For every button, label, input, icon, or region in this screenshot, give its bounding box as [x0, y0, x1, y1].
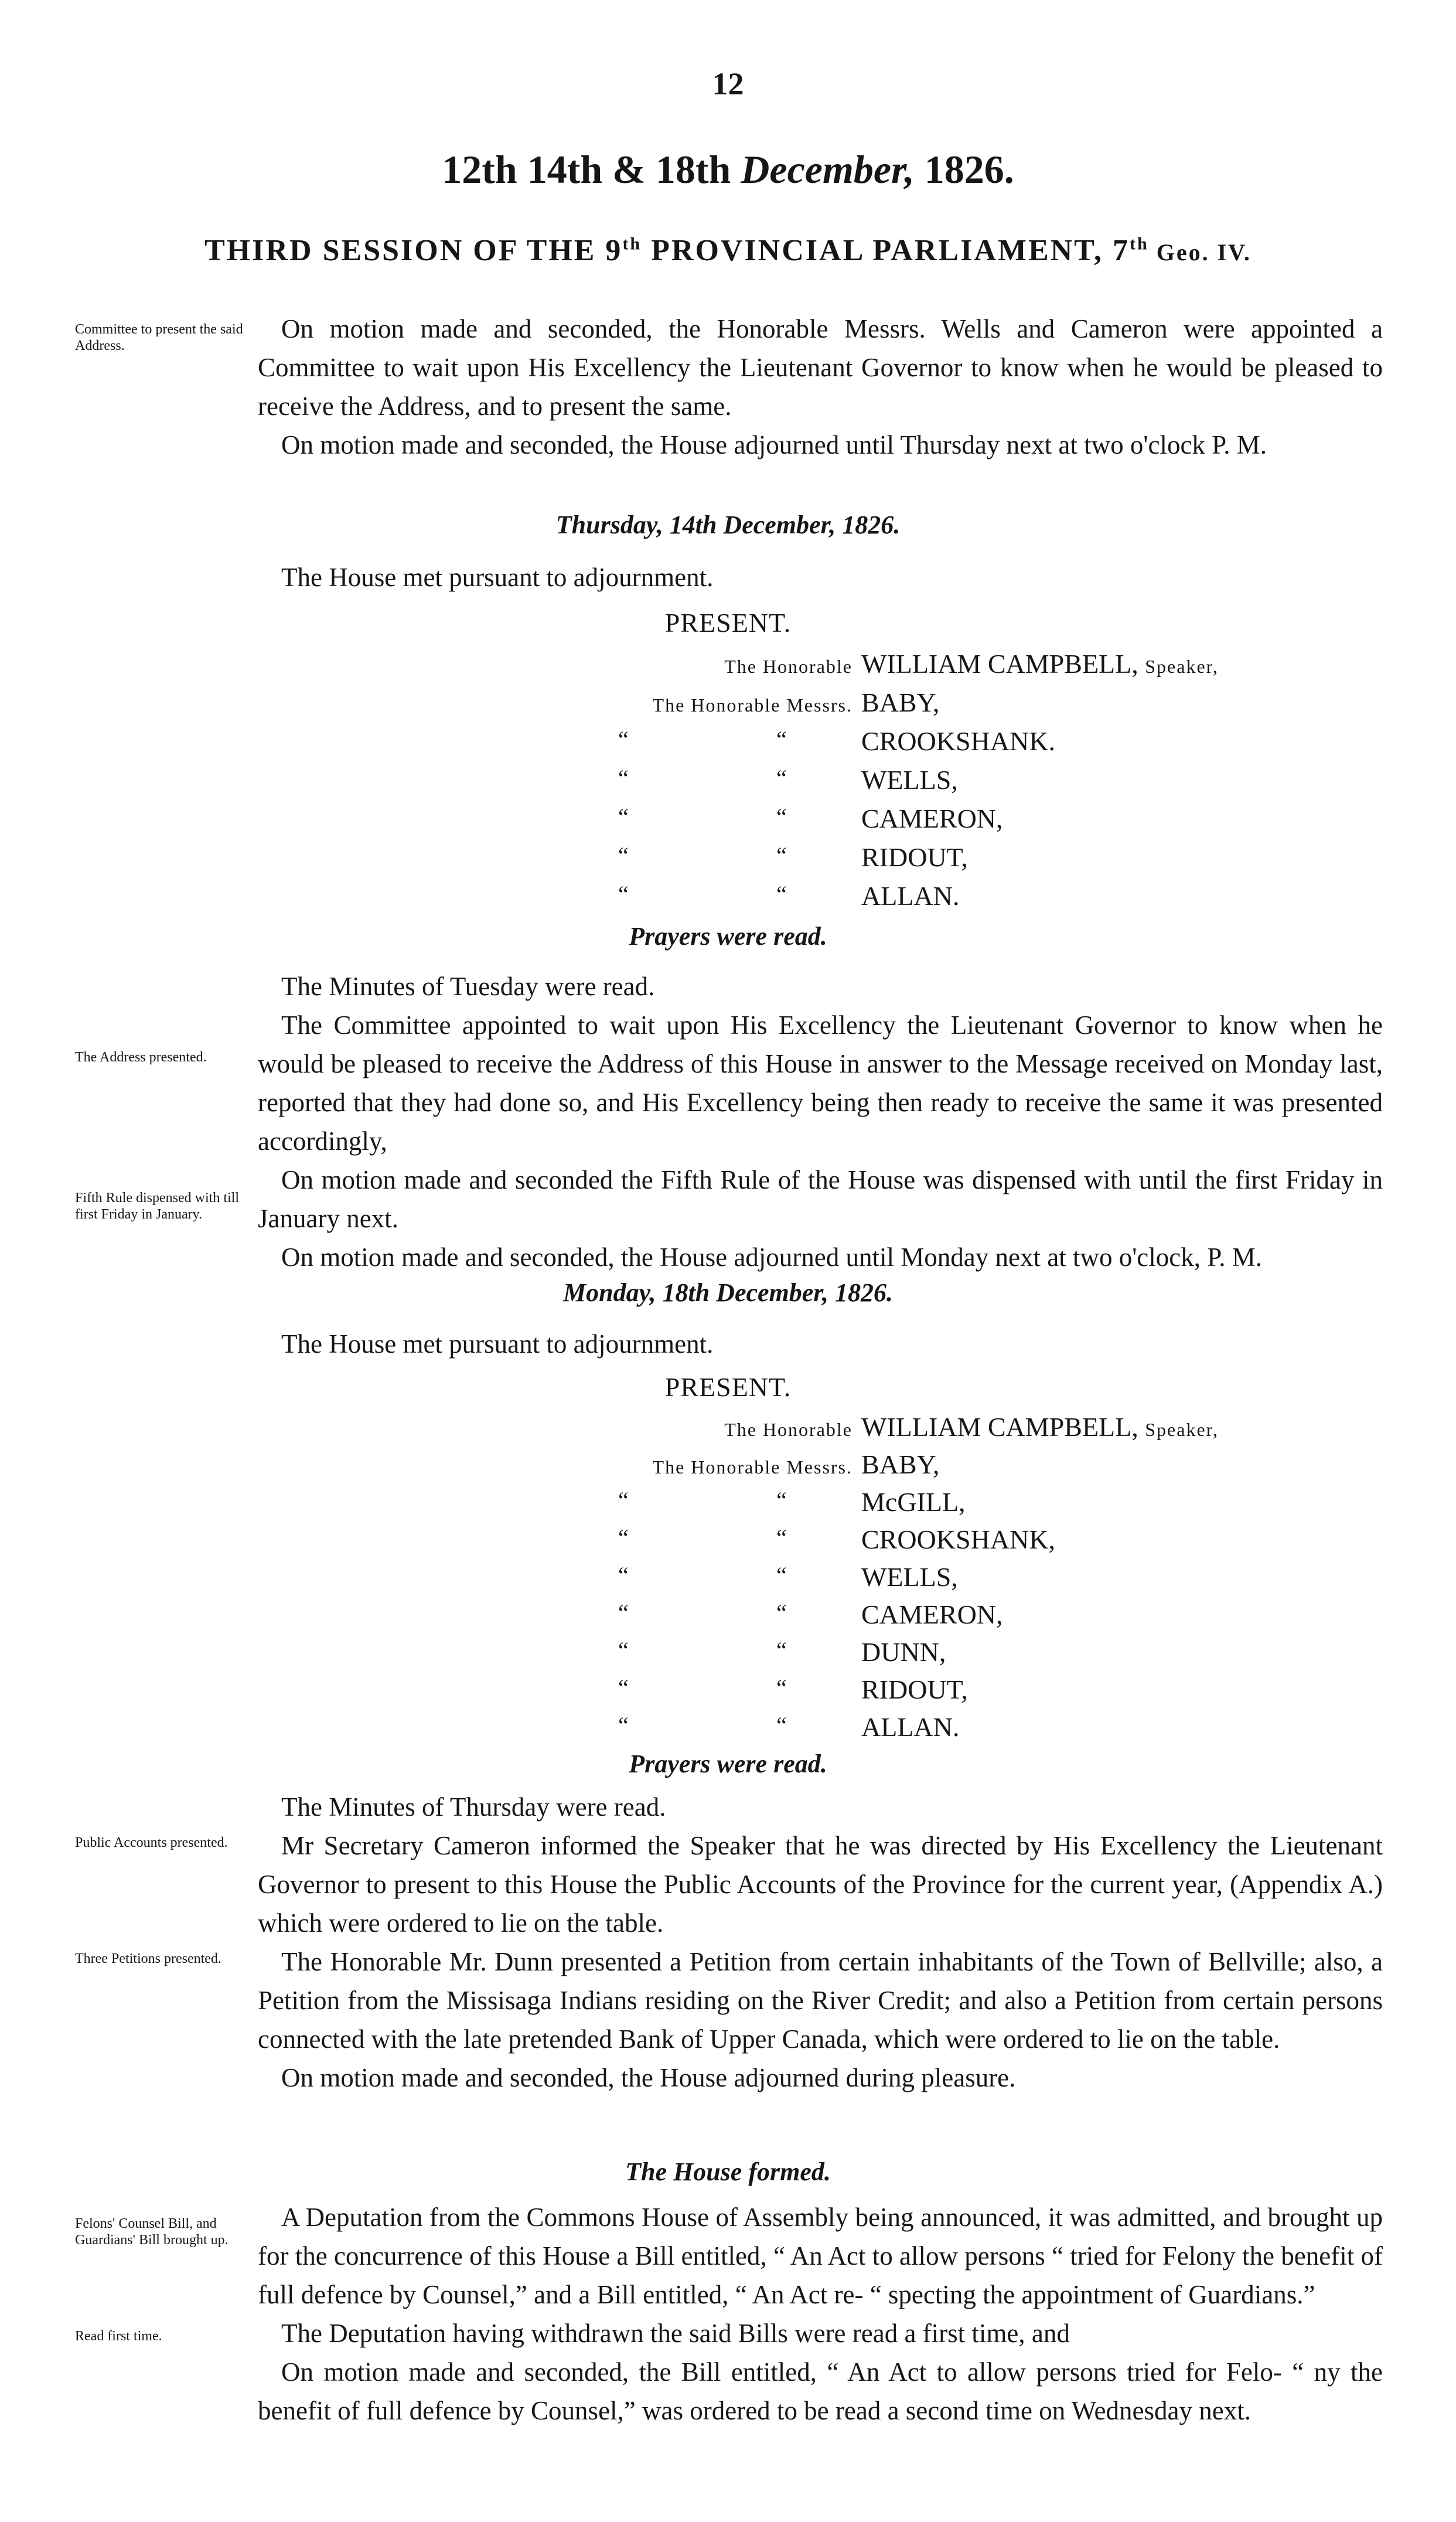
ditto-mark: “ — [776, 1562, 787, 1588]
sidenote-committee: Committee to present the said Address. — [75, 322, 243, 353]
member-name: CAMERON, — [861, 804, 1003, 833]
monday-prayers: Prayers were read. — [629, 1750, 827, 1778]
speaker-title: Speaker, — [1145, 1419, 1219, 1440]
member-name: CROOKSHANK, — [861, 1524, 1055, 1554]
paragraph: A Deputation from the Commons House of Assembly being announced, it was admitted, and brought up for the concurrence of this House a Bill entitled, “ An Act to allow persons “ tried for Felony the benefit of full defence by Counsel,” and a Bill entitled, “ An Act re- “ specting the appointment of Guardians.” — [258, 2203, 1383, 2309]
ditto-mark: “ — [618, 1487, 629, 1513]
page-dates-heading — [0, 147, 1456, 193]
session-main: THIRD SESSION OF THE 9 — [204, 234, 623, 267]
sidenote-fifth-rule: Fifth Rule dispensed with till first Friday in January. — [75, 1190, 239, 1222]
thursday-present: PRESENT. — [664, 608, 792, 638]
dates-month: December, — [741, 147, 915, 192]
ditto-mark: “ — [776, 726, 787, 753]
paragraph: On motion made and seconded, the Honorable Messrs. Wells and Cameron were appointed a Committee to wait upon His Excellency the Lieutenant Governor to know when he would be pleased to receive the Address, and to present the same. — [258, 314, 1383, 421]
ditto-mark: “ — [776, 1487, 787, 1513]
ditto-mark: “ — [776, 842, 787, 869]
paragraph: On motion made and seconded, the House adjourned until Monday next at two o'clock, P. M. — [281, 1243, 1263, 1272]
paragraph: On motion made and seconded the Fifth Rule of the House was dispensed with until the first Friday in January next. — [258, 1165, 1383, 1233]
paragraph: The Minutes of Thursday were read. — [281, 1792, 666, 1822]
member-name: RIDOUT, — [861, 1674, 968, 1704]
monday-messrs-prefix — [653, 1449, 853, 1480]
ditto-mark: “ — [776, 1637, 787, 1663]
paragraph: The Committee appointed to wait upon His Excellency the Lieutenant Governor to know when he would be pleased to receive the Address of this House in answer to the Message received on Monday last, reported that they had done so, and His Excellency being then ready to receive the same it was presented accordingly, — [258, 1010, 1383, 1156]
monday-heading: Monday, 18th December, 1826. — [563, 1278, 893, 1307]
thursday-speaker — [861, 648, 1219, 679]
sidenote-read-first: Read first time. — [75, 2329, 162, 2344]
ditto-mark: “ — [618, 1562, 629, 1588]
paragraph: The Honorable Mr. Dunn presented a Petition from certain inhabitants of the Town of Bellville; also, a Petition from the Missisaga Indians residing on the River Credit; and also a Petition from certain persons connected with the late pretended Bank of Upper Canada, which were ordered to lie on the table. — [258, 1947, 1383, 2054]
ditto-mark: “ — [618, 1637, 629, 1663]
monday-present: PRESENT. — [664, 1372, 792, 1402]
sidenote-public-accounts: Public Accounts presented. — [75, 1835, 228, 1850]
paragraph: Mr Secretary Cameron informed the Speaker that he was directed by His Excellency the Lieutenant Governor to present to this House the Public Accounts of the Province for the current year, (Appendix A.) which were ordered to lie on the table. — [258, 1831, 1383, 1938]
ditto-mark: “ — [618, 1524, 629, 1551]
member-name: ALLAN. — [861, 1712, 960, 1742]
member-name: WELLS, — [861, 765, 958, 795]
sidenote-felons-bill: Felons' Counsel Bill, and Guardians' Bill brought up. — [75, 2216, 229, 2248]
ditto-mark: “ — [776, 1524, 787, 1551]
deputation-paragraphs — [258, 2198, 1383, 2430]
member-name: BABY, — [861, 1449, 940, 1479]
prefix-text: The Honorable Messrs. — [652, 1456, 853, 1478]
ditto-mark: “ — [776, 1674, 787, 1701]
speaker-name: WILLIAM CAMPBELL, — [861, 649, 1138, 679]
member-name: DUNN, — [861, 1637, 946, 1667]
ditto-mark: “ — [776, 1599, 787, 1626]
paragraph: On motion made and seconded, the House adjourned during pleasure. — [281, 2063, 1016, 2092]
ditto-mark: “ — [618, 842, 629, 869]
session-title — [0, 233, 1456, 268]
monday-speaker — [861, 1411, 1219, 1442]
dates-year: 1826. — [924, 147, 1014, 192]
paragraph: The Minutes of Tuesday were read. — [281, 972, 655, 1001]
member-name: RIDOUT, — [861, 842, 968, 872]
thursday-messrs-prefix — [653, 687, 853, 718]
session-sup2: th — [1130, 234, 1149, 254]
ditto-mark: “ — [618, 1674, 629, 1701]
opening-paragraphs — [258, 309, 1383, 464]
thursday-heading: Thursday, 14th December, 1826. — [555, 510, 901, 539]
monday-met — [258, 1325, 1383, 1363]
dates-prefix: 12th 14th & 18th — [442, 147, 731, 192]
member-name: ALLAN. — [861, 881, 960, 911]
speaker-name: WILLIAM CAMPBELL, — [861, 1412, 1138, 1442]
member-name: CROOKSHANK. — [861, 726, 1055, 756]
ditto-mark: “ — [618, 765, 629, 791]
ditto-mark: “ — [618, 804, 629, 830]
monday-paragraphs — [258, 1788, 1383, 2097]
page-number: 12 — [712, 66, 744, 101]
ditto-mark: “ — [618, 881, 629, 907]
ditto-mark: “ — [776, 765, 787, 791]
prefix-text: The Honorable — [724, 1419, 853, 1440]
sidenote-address: The Address presented. — [75, 1050, 207, 1065]
member-name: BABY, — [861, 687, 940, 717]
thursday-prayers: Prayers were read. — [629, 922, 827, 951]
ditto-mark: “ — [618, 726, 629, 753]
thursday-met — [258, 558, 1383, 597]
session-sup: th — [622, 234, 642, 254]
session-geo: Geo. IV. — [1148, 239, 1252, 266]
paragraph: On motion made and seconded, the House adjourned until Thursday next at two o'clock P. M. — [281, 430, 1267, 460]
paragraph: The Deputation having withdrawn the said Bills were read a first time, and — [281, 2319, 1070, 2348]
sidenote-three-petitions: Three Petitions presented. — [75, 1951, 221, 1966]
thursday-paragraphs — [258, 967, 1383, 1277]
session-rest: PROVINCIAL PARLIAMENT, 7 — [642, 234, 1130, 267]
paragraph: The House met pursuant to adjournment. — [281, 563, 714, 592]
thursday-speaker-prefix — [724, 648, 853, 679]
ditto-mark: “ — [776, 881, 787, 907]
ditto-mark: “ — [618, 1599, 629, 1626]
ditto-mark: “ — [776, 804, 787, 830]
monday-speaker-prefix — [724, 1411, 853, 1442]
ditto-mark: “ — [776, 1712, 787, 1738]
member-name: McGILL, — [861, 1487, 966, 1517]
paragraph: The House met pursuant to adjournment. — [281, 1329, 714, 1359]
speaker-title: Speaker, — [1145, 656, 1219, 677]
ditto-mark: “ — [618, 1712, 629, 1738]
prefix-text: The Honorable Messrs. — [652, 695, 853, 716]
prefix-text: The Honorable — [724, 656, 853, 677]
member-name: WELLS, — [861, 1562, 958, 1592]
paragraph: On motion made and seconded, the Bill entitled, “ An Act to allow persons tried for Felo- “ ny the benefit of full defence by Counsel,” was ordered to be read a second time on Wednesday next. — [258, 2357, 1383, 2425]
member-name: CAMERON, — [861, 1599, 1003, 1629]
house-formed-heading: The House formed. — [625, 2157, 831, 2186]
